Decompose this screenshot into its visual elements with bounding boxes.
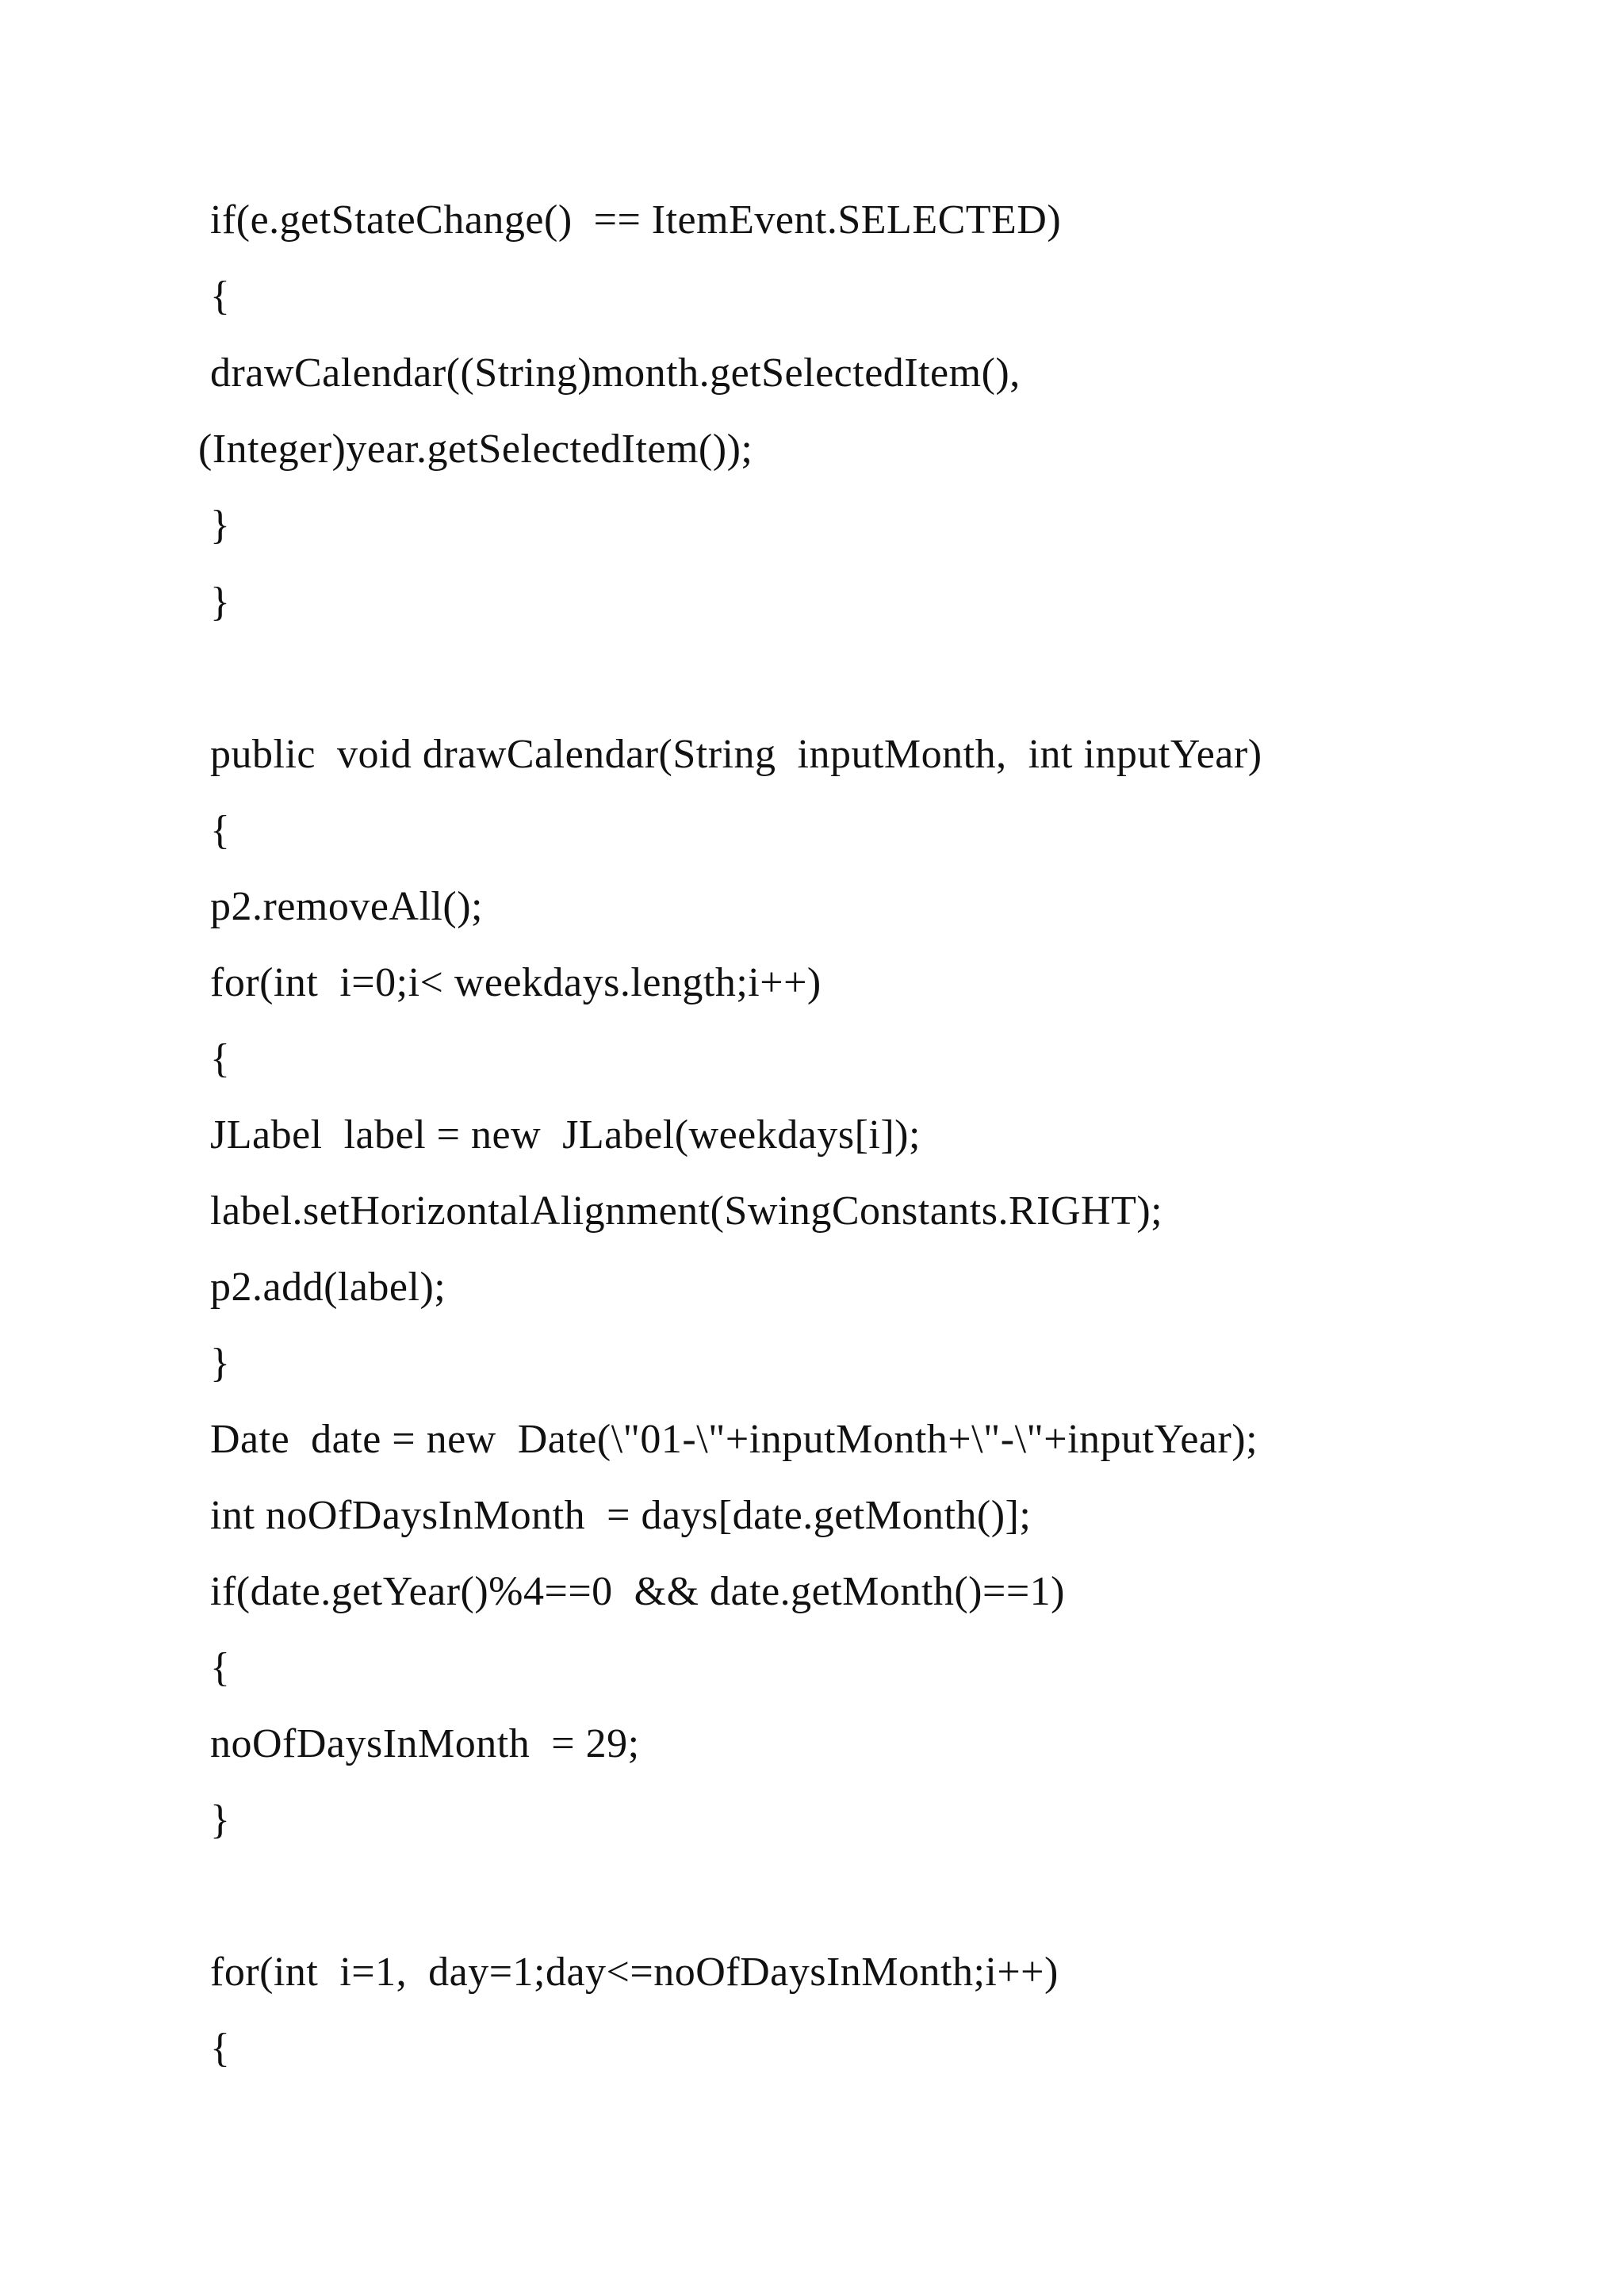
code-line-17: int noOfDaysInMonth = days[date.getMonth()];: [210, 1493, 1032, 1538]
code-line-13: label.setHorizontalAlignment(SwingConstants.RIGHT);: [210, 1188, 1163, 1234]
code-line-14: p2.add(label);: [210, 1265, 446, 1310]
code-line-19: {: [210, 1645, 231, 1690]
code-line-9: p2.removeAll();: [210, 884, 483, 929]
code-line-6: }: [210, 580, 231, 625]
code-line-10: for(int i=0;i< weekdays.length;i++): [210, 960, 822, 1005]
code-line-22: for(int i=1, day=1;day<=noOfDaysInMonth;i++): [210, 1950, 1059, 1995]
code-line-1: if(e.getStateChange() == ItemEvent.SELECTED): [210, 197, 1062, 243]
code-line-12: JLabel label = new JLabel(weekdays[i]);: [210, 1112, 921, 1158]
code-line-15: }: [210, 1341, 231, 1386]
code-line-5: }: [210, 503, 231, 548]
code-line-20: noOfDaysInMonth = 29;: [210, 1721, 640, 1766]
code-line-4: (Integer)year.getSelectedItem());: [198, 427, 753, 472]
code-line-8: {: [210, 808, 231, 853]
code-line-18: if(date.getYear()%4==0 && date.getMonth()==1): [210, 1569, 1065, 1614]
code-line-3: drawCalendar((String)month.getSelectedItem(),: [210, 350, 1021, 396]
code-line-21: }: [210, 1797, 231, 1843]
code-line-16: Date date = new Date(\"01-\"+inputMonth+\"-\"+inputYear);: [210, 1417, 1258, 1462]
code-line-11: {: [210, 1036, 231, 1081]
code-line-7: public void drawCalendar(String inputMonth, int inputYear): [210, 732, 1262, 777]
code-line-23: {: [210, 2026, 231, 2071]
code-line-2: {: [210, 274, 231, 319]
